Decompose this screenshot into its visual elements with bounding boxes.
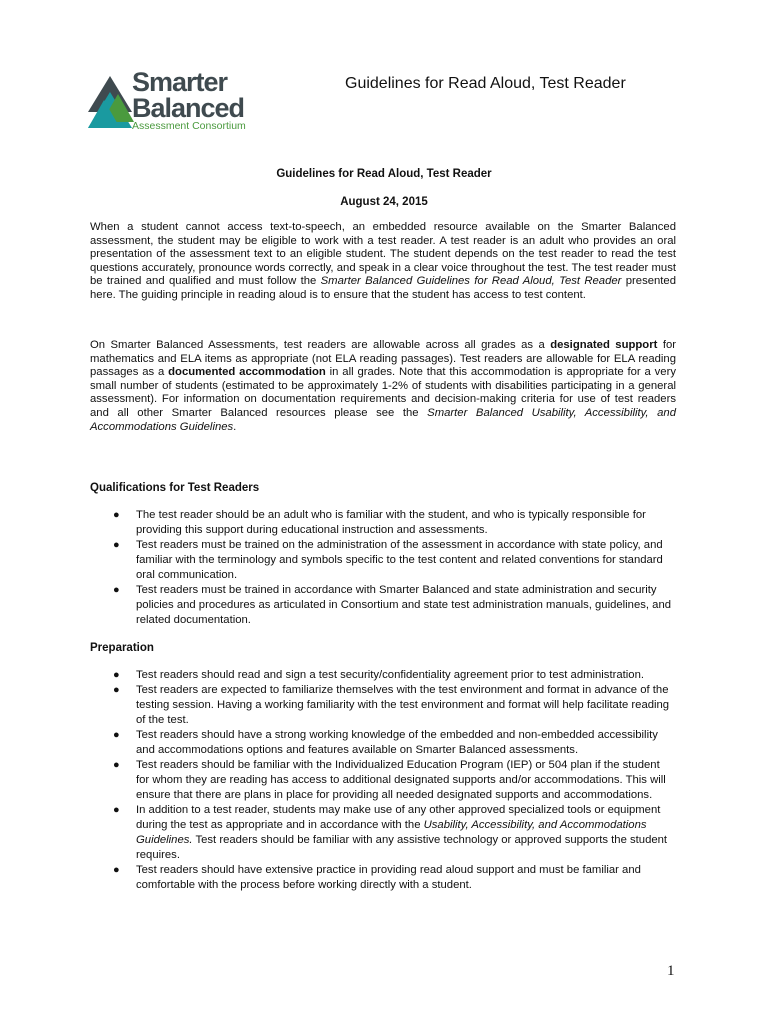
list-item	[0, 683, 672, 728]
logo-word-balanced: Balanced	[132, 93, 245, 123]
page-number: 1	[667, 963, 675, 979]
bullet-icon: ●	[113, 509, 120, 521]
para2-text-4: .	[233, 420, 237, 433]
intro-paragraph	[90, 221, 676, 303]
qualifications-heading: Qualifications for Test Readers	[90, 482, 260, 494]
list-item-text: The test reader should be an adult who is familiar with the student, and who is typically responsible for providing this support during educational instruction and assessments.	[136, 509, 646, 536]
bullet-icon: ●	[113, 684, 120, 696]
smarter-balanced-logo	[88, 67, 268, 134]
preparation-list	[0, 668, 768, 893]
list-item-text: Test readers must be trained in accordance with Smarter Balanced and state administration and security policies and procedures as articulated in Consortium and state test administration manuals, guidelines, and related documentation.	[136, 584, 672, 626]
qualifications-list	[0, 508, 768, 628]
list-item	[0, 863, 672, 893]
list-item-text: Test readers should have a strong working knowledge of the embedded and non-embedded accessibility and accommodations options and features available on Smarter Balanced assessments.	[136, 729, 658, 756]
bullet-icon: ●	[113, 759, 120, 771]
list-item-text: Test readers should be familiar with the Individualized Education Program (IEP) or 504 plan if the student for whom they are reading has access to additional designated supports and/or accommodations. This will ensure that there are plans in place for providing all needed designated supports and accommodations.	[136, 759, 666, 801]
logo-word-smarter: Smarter	[132, 67, 228, 97]
intro-text-1: When a student cannot access text-to-speech, an embedded resource available on the Smarter Balanced assessment, the student may be eligible to work with a test reader. A test reader is an adult who provides an oral presentation of the assessment text to an eligible student. The student depends on the test reader to read the test questions accurately, pronounce words correctly, and speak in a clear voice throughout the test. The test reader must be trained and qualified and must follow the	[90, 221, 676, 288]
list-item-text: Test readers should be familiar with any assistive technology or approved supports the student requires.	[136, 834, 668, 861]
list-item	[0, 583, 672, 628]
list-item-text: Test readers must be trained on the administration of the assessment in accordance with state policy, and familiar with the terminology and symbols specific to the test content and related conventions for standard oral communication.	[136, 539, 663, 581]
designated-support-term: designated support	[550, 339, 658, 351]
list-item	[0, 758, 672, 803]
logo-tagline: Assessment Consortium	[132, 120, 246, 132]
para2-text-1: On Smarter Balanced Assessments, test readers are allowable across all grades as a	[90, 339, 551, 351]
document-date: August 24, 2015	[340, 196, 428, 208]
intro-guidelines-title: Smarter Balanced Guidelines for Read Aloud, Test Reader	[320, 275, 622, 288]
documented-accommodation-term: documented accommodation	[168, 366, 326, 379]
bullet-icon: ●	[113, 584, 120, 596]
list-item	[0, 508, 672, 538]
para2-text-2: for mathematics and ELA items as appropriate (not ELA reading passages). Test readers are allowable for ELA reading passages as a	[90, 339, 676, 379]
bullet-icon: ●	[113, 729, 120, 741]
bullet-icon: ●	[113, 539, 120, 551]
document-title: Guidelines for Read Aloud, Test Reader	[276, 168, 492, 180]
designated-support-paragraph	[90, 339, 676, 434]
bullet-icon: ●	[113, 669, 120, 681]
bullet-icon: ●	[113, 804, 120, 816]
intro-text-2: presented here. The guiding principle in reading aloud is to ensure that the student has access to test content.	[90, 275, 677, 301]
list-item	[0, 538, 672, 583]
list-item-text: Test readers should have extensive practice in providing read aloud support and must be familiar and comfortable with the process before working directly with a student.	[136, 864, 641, 891]
list-item-text: Test readers are expected to familiarize themselves with the test environment and format in advance of the testing session. Having a working familiarity with the test environment and format will help facilitate reading of the test.	[136, 684, 670, 726]
uaa-guidelines-title: Usability, Accessibility, and Accommodations Guidelines.	[136, 819, 647, 846]
logo-mark-icon	[88, 72, 134, 130]
para2-text-3: in all grades. Note that this accommodation is appropriate for a very small number of students (estimated to be approximately 1-2% of students with disabilities participating in a general assessment). For information on documentation requirements and decision-making criteria for use of test readers and all other Smarter Balanced resources please see the	[90, 366, 676, 419]
header-title: Guidelines for Read Aloud, Test Reader	[345, 75, 626, 92]
bullet-icon: ●	[113, 864, 120, 876]
list-item	[0, 728, 672, 758]
list-item-text: In addition to a test reader, students may make use of any other approved specialized tools or equipment during the test as appropriate and in accordance with the	[136, 804, 661, 831]
list-item	[0, 668, 672, 683]
list-item-text: Test readers should read and sign a test security/confidentiality agreement prior to test administration.	[136, 669, 644, 681]
uaa-guidelines-title: Smarter Balanced Usability, Accessibility, and Accommodations Guidelines	[90, 406, 676, 433]
list-item	[0, 803, 672, 863]
preparation-heading: Preparation	[90, 642, 154, 654]
